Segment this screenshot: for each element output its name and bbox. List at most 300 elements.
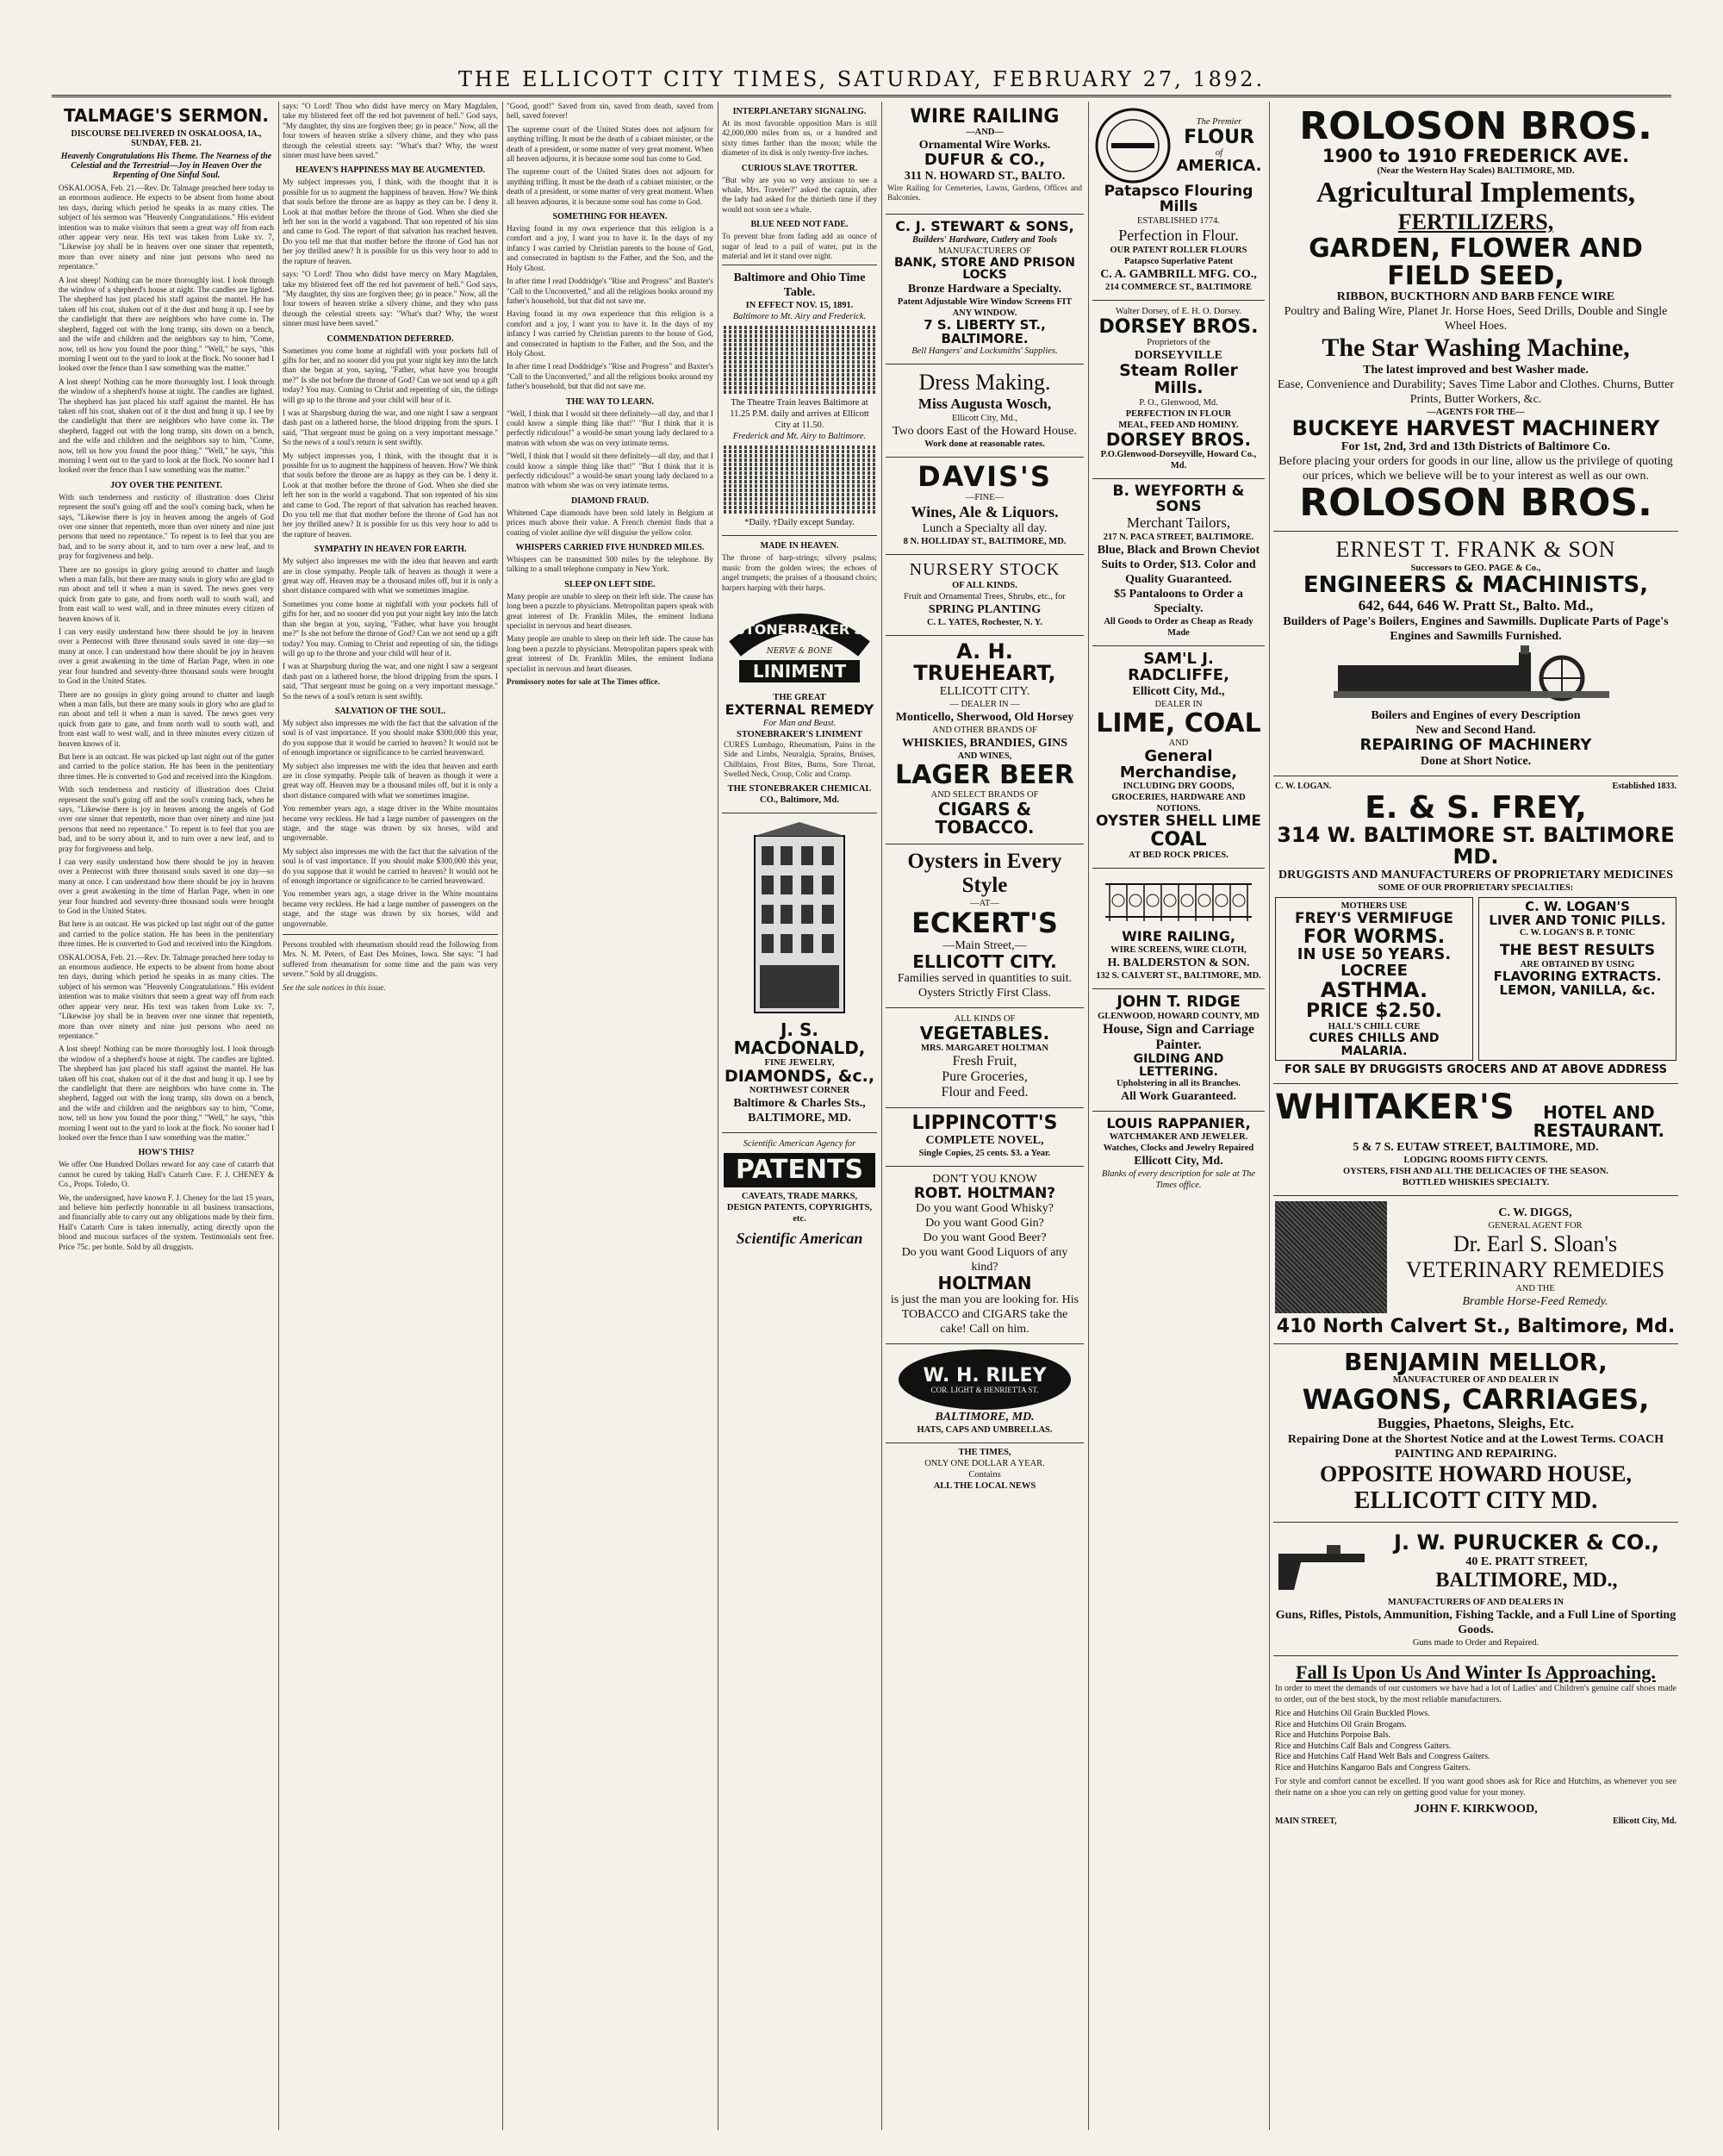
timetable-cell bbox=[800, 334, 824, 338]
flour-line: The Premier bbox=[1196, 117, 1242, 127]
dress-name: Miss Augusta Wosch, bbox=[917, 396, 1052, 413]
timetable-cell bbox=[800, 506, 824, 509]
kirkwood-list bbox=[1275, 1709, 1676, 1773]
ad-davis bbox=[886, 458, 1084, 555]
section-heading: DIAMOND FRAUD. bbox=[571, 495, 649, 506]
column-sermon bbox=[59, 102, 274, 2130]
liniment-heading: For Man and Beast. bbox=[762, 718, 837, 728]
stewart-line: BANK, STORE AND PRISON LOCKS bbox=[893, 255, 1075, 283]
timetable-cell bbox=[826, 365, 849, 368]
timetable-cell bbox=[750, 471, 773, 475]
timetable-cell bbox=[750, 454, 773, 458]
timetable-cell bbox=[750, 334, 773, 338]
roloson-line: Before placing your orders for goods in our line, allow us the privilege of quoting our prices, which we believe will be to your interest as well as our own. bbox=[1278, 455, 1673, 483]
section-heading: JOY OVER THE PENITENT. bbox=[110, 480, 222, 490]
eckert-line: —Main Street,— bbox=[942, 938, 1027, 952]
timetable-cell bbox=[852, 467, 875, 470]
purucker-line: Guns made to Order and Repaired. bbox=[1412, 1638, 1540, 1648]
timetable-cell bbox=[852, 458, 875, 462]
purucker-line: Guns, Rifles, Pistols, Ammunition, Fishing Tackle, and a Full Line of Sporting Goods. bbox=[1275, 1609, 1676, 1637]
timetable-cell bbox=[800, 446, 824, 449]
patents-bottom: Scientific American bbox=[736, 1229, 863, 1247]
weyforth-address: 217 N. PACA STREET, BALTIMORE. bbox=[1103, 533, 1254, 543]
article-paragraph: "But why are you so very anxious to see a whale, Mrs. Traveler?" asked the captain, after the lady had asked for the thirtieth time if they would not soon see a whale. bbox=[722, 175, 877, 214]
kirkwood-street: MAIN STREET, bbox=[1275, 1816, 1337, 1827]
timetable-cell bbox=[826, 458, 849, 462]
roloson-implements: Agricultural Implements, bbox=[1316, 177, 1636, 209]
frank-line: REPAIRING OF MACHINERY bbox=[1359, 735, 1592, 754]
notice-paragraph: We offer One Hundred Dollars reward for any case of catarrh that cannot be cured by taking Hall's Catarrh Cure. F. J. CHENEY & Co., Props. Toledo, O. bbox=[59, 1160, 274, 1189]
notice-note: See the sale notices in this issue. bbox=[283, 982, 386, 992]
timetable-cell bbox=[775, 352, 799, 355]
horse-illustration bbox=[1275, 1201, 1387, 1313]
timetable-cell bbox=[724, 330, 747, 333]
timetable-cell bbox=[826, 489, 849, 492]
timetable-cell bbox=[775, 484, 799, 488]
timetable-cell bbox=[724, 365, 747, 368]
timetable-cell bbox=[724, 334, 747, 338]
ad-kirkwood bbox=[1273, 1656, 1678, 1832]
sermon-paragraph: You remember years ago, a stage driver in the White mountains became very reckless. He had a large number of passengers on the stage, and the stage was drawn by six horses, wild and ungovernable. bbox=[283, 804, 498, 843]
timetable-cell bbox=[724, 489, 747, 492]
timetable-cell bbox=[826, 484, 849, 488]
ad-holtman-vegetables bbox=[886, 1008, 1084, 1108]
mellor-line: MANUFACTURER OF AND DEALER IN bbox=[1392, 1375, 1559, 1386]
eckert-name: ECKERT'S bbox=[911, 906, 1058, 939]
kirkwood-list-item: Rice and Hutchins Kangaroo Bals and Congress Gaiters. bbox=[1275, 1762, 1471, 1773]
timetable-cell bbox=[800, 347, 824, 351]
timetable-cell bbox=[724, 326, 747, 329]
med-line: FLAVORING EXTRACTS. bbox=[1493, 969, 1662, 985]
nursery-line: C. L. YATES, Rochester, N. Y. bbox=[926, 618, 1043, 628]
rappanier-name: LOUIS RAPPANIER, bbox=[1106, 1115, 1251, 1132]
dorsey-mills: Steam Roller Mills. bbox=[1119, 360, 1238, 397]
kirkwood-list-item: Rice and Hutchins Calf Bals and Congress Gaiters. bbox=[1275, 1741, 1452, 1751]
timetable-cell bbox=[775, 502, 799, 505]
section-heading: MADE IN HEAVEN. bbox=[760, 541, 839, 551]
sermon-paragraph: My subject impresses you, I think, with the thought that it is possible for us to augment the happiness of heaven. How? We think that souls before the throne are as happy as they can be. I deny it. Look at that mother before the throne of God. When she died she left her son in the world a vagabond. That son repented of his sins and came to God. The report of that salvation has reached heaven. Do you tell me that that mother before the throne of God has not her joy thrilled anew? It is possible for us this very hour to add to the rapture of heaven. bbox=[283, 451, 498, 539]
kirkwood-text: For style and comfort cannot be excelled. If you want good shoes ask for Rice and Hutchins, as whenever you see their name on a shoe you can rely on getting good value for your money. bbox=[1275, 1777, 1676, 1798]
timetable-cell bbox=[775, 365, 799, 368]
ad-riley bbox=[886, 1344, 1084, 1443]
timetable-cell bbox=[826, 502, 849, 505]
timetable-cell bbox=[826, 377, 849, 381]
purucker-name: J. W. PURUCKER & CO., bbox=[1394, 1530, 1659, 1555]
flour-line: Perfection in Flour. bbox=[1118, 226, 1239, 244]
ad-patapsco bbox=[1092, 102, 1265, 301]
macdonald-line: DIAMONDS, &c., bbox=[724, 1066, 875, 1086]
sermon-paragraph: I can very easily understand how there should be joy in heaven over a Pentecost with three thousand souls saved in one day—so many at once. I can understand how there should be joy in heaven over a great awakening in the time of Harlan Page, when in one year four hundred and seventy-three thousand souls were brought to God in the United States. bbox=[59, 627, 274, 686]
diggs-line: Bramble Horse-Feed Remedy. bbox=[1462, 1294, 1608, 1308]
sermon-paragraph: My subject also impresses me with the idea that heaven and earth are in close sympathy. People talk of heaven as though it were a great way off. Heaven may be a thousand miles off, but it is only a short distance compared with what we sometimes imagine. bbox=[283, 761, 498, 800]
macdonald-line: FINE JEWELRY, bbox=[764, 1057, 835, 1068]
notice-footer: Promissory notes for sale at The Times office. bbox=[507, 677, 660, 687]
lippincott-name: LIPPINCOTT'S bbox=[911, 1112, 1058, 1134]
dorsey-name: DORSEY BROS. bbox=[1105, 428, 1252, 450]
column-sermon-continued bbox=[283, 102, 498, 2130]
weyforth-name: B. WEYFORTH & SONS bbox=[1112, 482, 1245, 515]
column-ads-b bbox=[1092, 102, 1265, 2130]
timetable-row bbox=[724, 377, 875, 381]
sermon-paragraph: Having found in my own experience that this religion is a comfort and a joy, I want you to have it. In the days of my infancy I was carried by Christian parents to the house of God, and consecrated in baptism to the Father, and the Son, and the Holy Ghost. bbox=[507, 309, 713, 358]
timetable-row bbox=[724, 454, 875, 458]
patents-list: CAVEATS, TRADE MARKS, DESIGN PATENTS, COPYRIGHTS, etc. bbox=[726, 1191, 873, 1224]
sermon-paragraph: "Good, good!" Saved from sin, saved from death, saved from hell, saved forever! bbox=[507, 102, 713, 121]
timetable-row bbox=[724, 510, 875, 514]
column-timetable bbox=[722, 102, 877, 2130]
roloson-line: The latest improved and best Washer made. bbox=[1363, 364, 1589, 377]
frank-engineers: ENGINEERS & MACHINISTS, bbox=[1303, 571, 1649, 598]
med-line: C. W. LOGAN'S B. P. TONIC bbox=[1519, 928, 1636, 938]
sermon-paragraph: I was at Sharpsburg during the war, and one night I saw a sergeant dash past on a lathered horse, the blood dripping from the spurs. I said, "That sergeant must be going on a very important message." So the news of a soul's return is sent swiftly. bbox=[283, 408, 498, 447]
kirkwood-list-item: Rice and Hutchins Porpoise Bals. bbox=[1275, 1730, 1391, 1741]
flour-line: AMERICA. bbox=[1176, 157, 1262, 176]
trueheart-line: Monticello, Sherwood, Old Horsey bbox=[895, 711, 1074, 725]
dorsey-name: DORSEY BROS. bbox=[1098, 315, 1259, 338]
timetable-cell bbox=[826, 352, 849, 355]
article-paragraph: Whispers can be transmitted 500 miles by the telephone. By talking to a small telephone company in New York. bbox=[507, 555, 713, 574]
flour-line: Patapsco Superlative Patent bbox=[1124, 256, 1233, 266]
timetable-cell bbox=[826, 330, 849, 333]
timetable-cell bbox=[826, 382, 849, 385]
timetable-cell bbox=[724, 476, 747, 479]
ad-dufur bbox=[886, 102, 1084, 215]
balderston-line: WIRE SCREENS, WIRE CLOTH, bbox=[1110, 945, 1247, 956]
timetable-cell bbox=[724, 382, 747, 385]
timetable-cell bbox=[724, 493, 747, 496]
times-line: ALL THE LOCAL NEWS bbox=[933, 1481, 1036, 1492]
holtman-line: Do you want Good Gin? bbox=[925, 1217, 1044, 1231]
trueheart-line: WHISKIES, BRANDIES, GINS bbox=[901, 737, 1068, 751]
notice-paragraph: We, the undersigned, have known F. J. Cheney for the last 15 years, and believe him perfectly honorable in all business transactions, and financially able to carry out any obligations made by their firm. Hall's Catarrh Cure is taken internally, acting directly upon the blood and mucous surfaces of the system. Testimonials sent free. Price 75c. per bottle. Sold by all druggists. bbox=[59, 1193, 274, 1251]
trueheart-line: AND OTHER BRANDS OF bbox=[932, 726, 1037, 736]
holtman-name: ROBT. HOLTMAN? bbox=[913, 1184, 1056, 1202]
sermon-subtitle: DISCOURSE DELIVERED IN OSKALOOSA, IA., SUNDAY, FEB. 21. bbox=[71, 129, 262, 148]
riley-banner bbox=[899, 1349, 1071, 1410]
timetable-cell bbox=[800, 360, 824, 364]
trueheart-name: A. H. TRUEHEART, bbox=[913, 639, 1056, 686]
riley-city: BALTIMORE, MD. bbox=[935, 1411, 1035, 1424]
sermon-paragraph: My subject also impresses me with the fact that the salvation of the soul is of vast importance. If you should make $300,000 this year, do you suppose that it would be carried to heaven? It would not be of enough importance or significance to be carried heavenward. bbox=[283, 846, 498, 886]
radcliffe-line: General Merchandise, bbox=[1119, 746, 1238, 782]
mellor-line: Repairing Done at the Shortest Notice and at the Lowest Terms. COACH PAINTING AND REPAIRING. bbox=[1287, 1433, 1664, 1461]
ridge-line: GILDING AND LETTERING. bbox=[1133, 1052, 1224, 1079]
timetable-cell bbox=[750, 330, 773, 333]
timetable-cell bbox=[800, 330, 824, 333]
veg-line: ALL KINDS OF bbox=[954, 1013, 1016, 1024]
sermon-paragraph: My subject also impresses me with the fact that the salvation of the soul is of vast importance. If you should make $300,000 this year, do you suppose that it would be carried to heaven? It would not be of enough importance or significance to be carried heavenward. bbox=[283, 718, 498, 757]
veg-line: Flour and Feed. bbox=[941, 1084, 1029, 1100]
trueheart-line: AND SELECT BRANDS OF bbox=[930, 789, 1039, 800]
timetable-cell bbox=[724, 377, 747, 381]
timetable-cell bbox=[800, 356, 824, 359]
holtman-line: Do you want Good Liquors of any kind? bbox=[901, 1246, 1068, 1274]
timetable-cell bbox=[750, 476, 773, 479]
frank-line: Builders of Page's Boilers, Engines and Sawmills. Duplicate Parts of Page's Engines and Sawmills Furnished. bbox=[1283, 614, 1669, 643]
ad-diggs bbox=[1273, 1196, 1678, 1344]
timetable-row bbox=[724, 356, 875, 359]
sermon-paragraph: My subject also impresses me with the idea that heaven and earth are in close sympathy. People talk of heaven as though it were a great way off. Heaven may be a thousand miles off, but it is only a short distance compared with what we sometimes imagine. bbox=[283, 557, 498, 595]
logan-box bbox=[1478, 897, 1676, 1061]
timetable-sub: Baltimore to Mt. Airy and Frederick. bbox=[732, 312, 867, 322]
section-heading: WHISPERS CARRIED FIVE HUNDRED MILES. bbox=[515, 543, 705, 553]
trueheart-line: — DEALER IN — bbox=[949, 700, 1020, 710]
timetable-cell bbox=[800, 489, 824, 492]
timetable-cell bbox=[800, 365, 824, 368]
dorsey-line: MEAL, FEED AND HOMINY. bbox=[1118, 420, 1239, 430]
radcliffe-name: SAM'L J. RADCLIFFE, bbox=[1128, 650, 1229, 685]
nursery-line: SPRING PLANTING bbox=[928, 603, 1042, 617]
article-paragraph: Many people are unable to sleep on their left side. The cause has long been a puzzle to physicians. Metropolitan papers speak with great interest of Dr. Franklin Miles, the eminent Indiana specialist in nervous and heart diseases. bbox=[507, 634, 713, 673]
timetable-cell bbox=[750, 339, 773, 342]
timetable bbox=[722, 265, 877, 536]
sermon-paragraph: A lost sheep! Nothing can be more thoroughly lost. I look through the window of a shepherd's house at night. The candles are lighted. The shepherd has just placed his staff against the mantel. He has taken off his coat, shaken out of it the dust and hung it up. I see by the candlelight that there are neighbors who have come in. The shepherd, fagged out with the long tramp, sits down on a bench, and the wife and children and the neighbors say to him, "Come, now, tell us how you found the poor thing." "Well," he says, "this morning I went out to the yard to look at the flock. No sooner had I looked over the fence than I saw something was the matter." bbox=[59, 377, 274, 475]
timetable-cell bbox=[800, 454, 824, 458]
macdonald-line: NORTHWEST CORNER bbox=[749, 1086, 850, 1096]
kirkwood-list-item: Rice and Hutchins Oil Grain Brogans. bbox=[1275, 1719, 1407, 1729]
med-line: HALL'S CHILL CURE bbox=[1328, 1021, 1421, 1031]
timetable-cell bbox=[852, 450, 875, 453]
diggs-line: Dr. Earl S. Sloan's bbox=[1452, 1231, 1618, 1256]
med-line: LEMON, VANILLA, &c. bbox=[1499, 982, 1656, 999]
timetable-cell bbox=[826, 347, 849, 351]
ad-purucker bbox=[1273, 1523, 1678, 1656]
nursery-line: OF ALL KINDS. bbox=[952, 581, 1017, 591]
ad-robt-holtman bbox=[886, 1167, 1084, 1345]
ad-frank bbox=[1273, 532, 1678, 776]
timetable-cell bbox=[800, 471, 824, 475]
ridge-line: All Work Guaranteed. bbox=[1121, 1090, 1236, 1104]
timetable-cell bbox=[852, 339, 875, 342]
timetable-row bbox=[724, 493, 875, 496]
timetable-cell bbox=[775, 360, 799, 364]
timetable-cell bbox=[775, 343, 799, 346]
timetable-cell bbox=[852, 330, 875, 333]
timetable-cell bbox=[750, 343, 773, 346]
column-ads-a bbox=[886, 102, 1084, 2130]
trueheart-line: ELLICOTT CITY. bbox=[939, 685, 1030, 699]
holtman-line: DON'T YOU KNOW bbox=[932, 1172, 1037, 1186]
timetable-cell bbox=[852, 390, 875, 394]
timetable-title: Baltimore and Ohio Time Table. bbox=[733, 271, 866, 300]
timetable-key: *Daily. †Daily except Sunday. bbox=[744, 518, 855, 528]
timetable-cell bbox=[852, 502, 875, 505]
balderston-line: WIRE RAILING, bbox=[1122, 928, 1235, 945]
roloson-washer: The Star Washing Machine, bbox=[1322, 333, 1630, 363]
diggs-name: C. W. DIGGS, bbox=[1498, 1206, 1572, 1219]
timetable-row bbox=[724, 476, 875, 479]
macdonald-line: Baltimore & Charles Sts., bbox=[733, 1097, 866, 1111]
timetable-cell bbox=[826, 476, 849, 479]
roloson-line: FERTILIZERS, bbox=[1397, 209, 1554, 235]
ad-weyforth bbox=[1092, 479, 1265, 647]
gambrill-address: 214 COMMERCE ST., BALTIMORE bbox=[1104, 282, 1253, 292]
timetable-cell bbox=[852, 369, 875, 372]
sermon-paragraph: Having found in my own experience that this religion is a comfort and a joy, I want you to have it. In the days of my infancy I was carried by Christian parents to the house of God, and consecrated in baptism to the Father, and the Son, and the Holy Ghost. bbox=[507, 224, 713, 272]
roloson-seed: GARDEN, FLOWER AND FIELD SEED, bbox=[1309, 234, 1643, 291]
whitaker-line: OYSTERS, FISH AND ALL THE DELICACIES OF THE SEASON. bbox=[1343, 1166, 1608, 1176]
kirkwood-name: JOHN F. KIRKWOOD, bbox=[1414, 1803, 1538, 1816]
divider bbox=[283, 934, 498, 935]
roloson-line: (Near the Western Hay Scales) BALTIMORE, MD. bbox=[1377, 166, 1575, 177]
section-heading: THE WAY TO LEARN. bbox=[565, 396, 655, 407]
timetable-cell bbox=[775, 334, 799, 338]
davis-address: 8 N. HOLLIDAY ST., BALTIMORE, MD. bbox=[903, 537, 1067, 547]
frey-name: E. & S. FREY, bbox=[1365, 789, 1587, 826]
veg-line: Fresh Fruit, bbox=[952, 1053, 1017, 1069]
timetable-cell bbox=[750, 356, 773, 359]
column-rule bbox=[1269, 102, 1270, 2130]
timetable-cell bbox=[826, 356, 849, 359]
veg-line: Pure Groceries, bbox=[942, 1069, 1028, 1084]
timetable-cell bbox=[750, 480, 773, 483]
radcliffe-line: INCLUDING DRY GOODS, GROCERIES, HARDWARE AND NOTIONS. bbox=[1111, 782, 1246, 814]
davis-line: —FINE— bbox=[965, 493, 1005, 503]
frey-established: Established 1833. bbox=[1612, 781, 1676, 791]
sermon-paragraph: You remember years ago, a stage driver in the White mountains became very reckless. He had a large number of passengers on the stage, and the stage was drawn by six horses, wild and ungovernable. bbox=[283, 889, 498, 928]
timetable-cell bbox=[852, 463, 875, 466]
timetable-cell bbox=[852, 326, 875, 329]
timetable-row bbox=[724, 382, 875, 385]
vermifuge-box bbox=[1275, 897, 1473, 1061]
timetable-cell bbox=[775, 489, 799, 492]
sermon-paragraph: With such tenderness and rusticity of illustration does Christ represent the soul's going off and the soul's coming back, when he says, "Likewise there is joy in heaven among the angels of God over one sinner that repenteth, more than over ninety and nine just persons that need no repentance." To repent is to feel that you are bad, and to be sorry about it, and to turn over a new leaf, and to pray for forgiveness and help. bbox=[59, 785, 274, 853]
timetable-note: The Theatre Train leaves Baltimore at 11.25 P.M. daily and arrives at Ellicott City at 11.50. bbox=[730, 398, 869, 431]
timetable-cell bbox=[826, 390, 849, 394]
timetable-cell bbox=[724, 390, 747, 394]
timetable-cell bbox=[775, 356, 799, 359]
timetable-cell bbox=[826, 326, 849, 329]
article-paragraph: Many people are unable to sleep on their left side. The cause has long been a puzzle to physicians. Metropolitan papers speak with great interest of Dr. Franklin Miles, the eminent Indiana specialist in nervous and heart diseases. bbox=[507, 591, 713, 631]
timetable-cell bbox=[724, 369, 747, 372]
timetable-cell bbox=[826, 334, 849, 338]
timetable-sub: Frederick and Mt. Airy to Baltimore. bbox=[732, 432, 867, 442]
timetable-cell bbox=[724, 450, 747, 453]
diggs-line: AND THE bbox=[1515, 1283, 1555, 1293]
sermon-deck: Heavenly Congratulations His Theme. The Nearness of the Celestial and the Terrestrial—Joy in Heaven Over the Repenting of One Sinful Soul. bbox=[60, 152, 272, 180]
sermon-paragraph: My subject impresses you, I think, with the thought that it is possible for us to augment the happiness of heaven. How? We think that souls before the throne are as happy as they can be. I deny it. Look at that mother before the throne of God. When she died she left her son in the world a vagabond. That son repented of his sins and came to God. The report of that salvation has reached heaven. Do you tell me that that mother before the throne of God has not her joy thrilled anew? It is possible for us this very hour to add to the rapture of heaven. bbox=[283, 178, 498, 265]
timetable-cell bbox=[800, 390, 824, 394]
ad-roloson bbox=[1273, 102, 1678, 532]
timetable-cell bbox=[750, 352, 773, 355]
timetable-row bbox=[724, 458, 875, 462]
timetable-cell bbox=[724, 347, 747, 351]
stewart-line: Bronze Hardware a Specialty. bbox=[907, 282, 1062, 296]
macdonald-name: J. S. MACDONALD, bbox=[733, 1019, 866, 1058]
timetable-cell bbox=[750, 365, 773, 368]
liniment-word: LINIMENT bbox=[752, 661, 847, 682]
timetable-cell bbox=[724, 352, 747, 355]
timetable-cell bbox=[826, 360, 849, 364]
timetable-row bbox=[724, 446, 875, 449]
sermon-paragraph: Sometimes you come home at nightfall with your pockets full of gifts for her, and no sooner did you put your night key into the latch than she began at you, saying, "Father, what have you brought me?" Is she not before the throne of God? Can we not send up a gift today? You may. Coming to Christ and repenting of sin, the tidings will go up to the throne and your child will hear of it. bbox=[283, 599, 498, 657]
dress-heading: Dress Making. bbox=[918, 370, 1051, 396]
radcliffe-line: COAL bbox=[1150, 829, 1207, 851]
timetable-cell bbox=[852, 386, 875, 389]
timetable-cell bbox=[852, 480, 875, 483]
dorsey-line: DORSEYVILLE bbox=[1135, 348, 1222, 362]
dufur-line: —AND— bbox=[966, 128, 1004, 138]
roloson-line: Ease, Convenience and Durability; Saves Time Labor and Clothes. Churns, Butter Prints, Butter Workers, &c. bbox=[1278, 378, 1674, 407]
section-heading: INTERPLANETARY SIGNALING. bbox=[732, 107, 867, 116]
timetable-row bbox=[724, 334, 875, 338]
lippincott-price: Single Copies, 25 cents. $3. a Year. bbox=[918, 1148, 1051, 1158]
timetable-cell bbox=[724, 446, 747, 449]
veg-name: MRS. MARGARET HOLTMAN bbox=[921, 1043, 1048, 1053]
dorsey-line: P.O.Glenwood-Dorseyville, Howard Co., Md. bbox=[1100, 449, 1257, 470]
timetable-cell bbox=[750, 510, 773, 514]
med-line: LOCREE bbox=[1340, 961, 1408, 980]
riley-line: HATS, CAPS AND UMBRELLAS. bbox=[917, 1425, 1053, 1436]
mellor-line: OPPOSITE HOWARD HOUSE, bbox=[1320, 1461, 1632, 1487]
timetable-cell bbox=[852, 471, 875, 475]
trueheart-cigars: CIGARS & TOBACCO. bbox=[935, 798, 1035, 838]
med-line: FOR WORMS. bbox=[1303, 925, 1446, 948]
timetable-row bbox=[724, 463, 875, 466]
patapsco-seal-icon bbox=[1094, 107, 1172, 184]
mellor-wagons: WAGONS, CARRIAGES, bbox=[1302, 1383, 1650, 1417]
weyforth-line: All Goods to Order as Cheap as Ready Made bbox=[1104, 617, 1253, 639]
sermon-paragraph: In after time I read Doddridge's "Rise and Progress" and Baxter's "Call to the Unconverted," and all the religious books around my father's household, but that did not save me. bbox=[507, 277, 713, 305]
timetable-cell bbox=[826, 373, 849, 377]
holtman-line: Do you want Good Beer? bbox=[923, 1231, 1047, 1245]
column-rule bbox=[881, 102, 882, 2130]
sermon-paragraph: I can very easily understand how there should be joy in heaven over a Pentecost with three thousand souls saved in one day—so many at once. I can understand how there should be joy in heaven over a great awakening in the time of Harlan Page, when in one year four hundred and seventy-three thousand souls were brought to God in the United States. bbox=[59, 857, 274, 916]
timetable-cell bbox=[750, 373, 773, 377]
gambrill-name: C. A. GAMBRILL MFG. CO., bbox=[1100, 267, 1257, 281]
timetable-cell bbox=[724, 339, 747, 342]
whitaker-line: LODGING ROOMS FIFTY CENTS. bbox=[1403, 1155, 1548, 1165]
section-heading: HEAVEN'S HAPPINESS MAY BE AUGMENTED. bbox=[295, 165, 485, 176]
gun-icon bbox=[1275, 1528, 1370, 1597]
stewart-address: 7 S. LIBERTY ST., BALTIMORE. bbox=[924, 316, 1046, 346]
timetable-row bbox=[724, 339, 875, 342]
timetable-cell bbox=[800, 326, 824, 329]
timetable-row bbox=[724, 343, 875, 346]
liniment-heading: EXTERNAL REMEDY bbox=[725, 701, 874, 719]
article-paragraph: The throne of harp-strings; silvery psalms; music from the golden wires; the echoes of angel trumpets; the praises of a thousand choirs; harpers harping with their harps. bbox=[722, 553, 877, 592]
timetable-cell bbox=[775, 347, 799, 351]
eckert-heading: Oysters in Every Style bbox=[907, 849, 1062, 897]
flour-word: FLOUR bbox=[1184, 127, 1254, 148]
liniment-cures: CURES Lumbago, Rheumatism, Pains in the Side and Limbs, Neuralgia, Sprains, Bruises, Chilblains, Frost Bites, Burns, Sore Throat, Swelled Neck, Croup, Colic and Cramp. bbox=[724, 739, 875, 779]
timetable-cell bbox=[852, 493, 875, 496]
liniment-heading: STONEBRAKER'S LINIMENT bbox=[737, 729, 862, 739]
section-heading: CURIOUS SLAVE TROTTER. bbox=[741, 163, 858, 173]
frey-logan: C. W. LOGAN. bbox=[1275, 781, 1332, 791]
timetable-cell bbox=[826, 497, 849, 501]
ad-dressmaking bbox=[886, 365, 1084, 458]
stewart-line: Patent Adjustable Wire Window Screens FIT ANY WINDOW. bbox=[897, 296, 1073, 318]
purucker-city: BALTIMORE, MD., bbox=[1435, 1568, 1618, 1592]
mellor-city: ELLICOTT CITY MD. bbox=[1353, 1487, 1598, 1515]
times-line: THE TIMES, bbox=[958, 1448, 1011, 1458]
timetable-cell bbox=[826, 386, 849, 389]
med-line: THE BEST RESULTS bbox=[1499, 942, 1656, 960]
timetable-cell bbox=[852, 343, 875, 346]
timetable-cell bbox=[852, 360, 875, 364]
times-line: Contains bbox=[968, 1470, 1001, 1480]
rappanier-line: Blanks of every description for sale at The Times office. bbox=[1101, 1169, 1256, 1191]
timetable-cell bbox=[775, 326, 799, 329]
dorsey-line: Proprietors of the bbox=[1147, 337, 1210, 347]
timetable-cell bbox=[724, 463, 747, 466]
holtman-line: Do you want Good Whisky? bbox=[916, 1202, 1054, 1216]
timetable-cell bbox=[852, 476, 875, 479]
timetable-cell bbox=[852, 352, 875, 355]
timetable-cell bbox=[800, 484, 824, 488]
radcliffe-line: DEALER IN bbox=[1154, 700, 1203, 710]
